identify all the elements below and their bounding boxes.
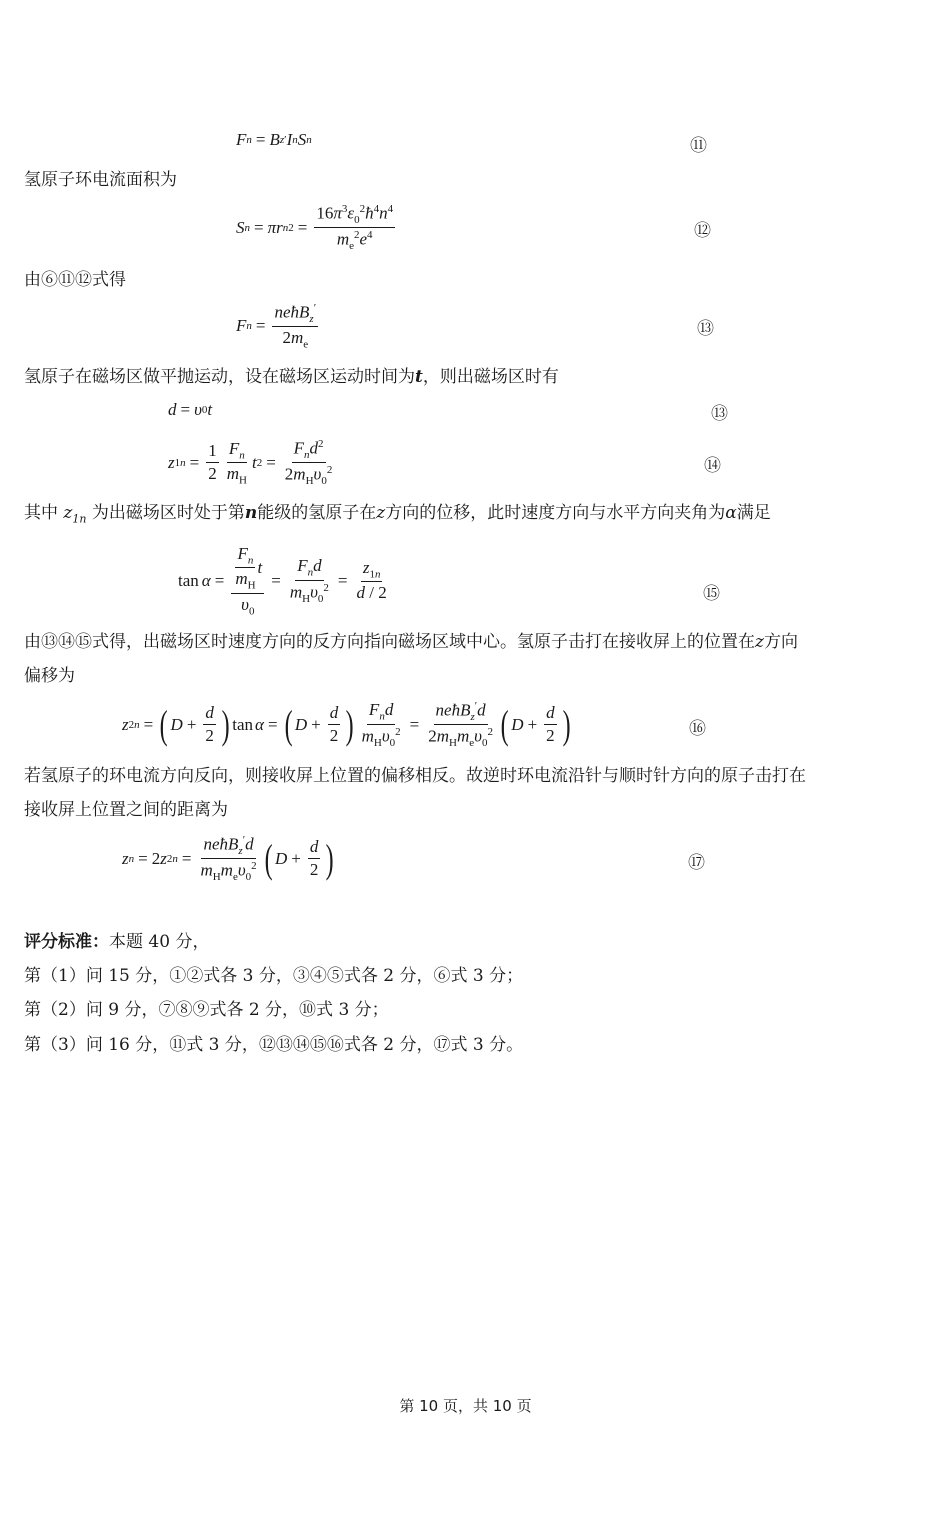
text-segment: 为出磁场区时处于第 <box>91 503 245 523</box>
equation-17: z n = 2 z 2n = $\frac{neħB_z'd}{m_Hm_e\upsilon_0^2}$ ( D + $\frac{d}{2}$ ) <box>122 834 335 884</box>
scoring-part2: 第（2）问 9 分，⑦⑧⑨式各 2 分，⑩式 3 分； <box>24 1000 389 1020</box>
equation-number: ⑬ <box>711 404 728 424</box>
equation-11: F n = B z ′ I n S n <box>236 130 312 149</box>
equation-15: tan α = $\frac{F_n}{m_H}$ t $\upsilon_0$ = $\frac{F_nd}{m_H\upsilon_0^2}$ = $\frac{z_{1n}}{d / 2}$ <box>178 544 387 618</box>
text-segment: 由⑬⑭⑮式得，出磁场区时速度方向的反方向指向磁场区域中心。氢原子击打在接收屏上的位置在 <box>24 632 755 652</box>
text-line: 由⑥⑪⑫式得 <box>24 270 126 290</box>
text-segment: 氢原子在磁场区做平抛运动，设在磁场区运动时间为 <box>24 367 415 387</box>
text-var: t <box>415 367 423 387</box>
text-segment: 满足 <box>736 503 771 523</box>
text-var: z <box>376 503 386 523</box>
text-var: n <box>244 503 258 523</box>
equation-number: ⑯ <box>689 719 706 739</box>
text-line <box>24 360 559 394</box>
equation-d: d = υ 0 t <box>168 400 213 419</box>
text-var: z <box>755 632 764 652</box>
scoring-part3: 第（3）问 16 分，⑪式 3 分，⑫⑬⑭⑮⑯式各 2 分，⑰式 3 分。 <box>24 1035 524 1055</box>
text-line <box>24 496 771 536</box>
text-segment: 方向的位移，此时速度方向与水平方向夹角为 <box>385 503 726 523</box>
text-line <box>24 625 798 659</box>
scoring-label: 评分标准： <box>24 932 109 952</box>
equation-number: ⑫ <box>694 221 711 241</box>
text-segment: 方向 <box>763 632 798 652</box>
equation-12: S n = πr n 2 = $\frac{16\pi^3\varepsilon_0^2ħ^4n^4}{m_e^2e^4}$ <box>236 203 394 253</box>
equation-number: ⑬ <box>697 319 714 339</box>
inline-math: $z_{1n}$ <box>63 503 87 526</box>
text-line: 接收屏上位置之间的距离为 <box>24 800 228 820</box>
scoring-part1: 第（1）问 15 分，①②式各 3 分，③④⑤式各 2 分，⑥式 3 分； <box>24 966 524 986</box>
equation-14: z 1n = $\frac{1}{2}$ $\frac{F_n}{m_H}$ t 2 = $\frac{F_nd^2}{2m_H\upsilon_0^2}$ <box>168 438 333 488</box>
equation-13: F n = $\frac{neħB_z'}{2m_e}$ <box>236 302 317 351</box>
equation-number: ⑭ <box>704 456 721 476</box>
scoring-heading <box>24 925 209 959</box>
equation-16: z 2n = ( D + $\frac{d}{2}$ ) tan α = ( D + $\frac{d}{2}$ ) $\frac{F_nd}{m_H\upsilon_0^2}$ = $\frac{neħB_z'd}{2m_Hm_e\upsilon_0^2}$ ( D + $\frac{d}{2}$ ) <box>122 700 571 750</box>
text-segment: ，则出磁场区时有 <box>422 367 559 387</box>
text-var: α <box>725 503 737 523</box>
page-footer: 第 10 页，共 10 页 <box>399 1397 532 1415</box>
text-line: 若氢原子的环电流方向反向，则接收屏上位置的偏移相反。故逆时环电流沿针与顺时针方向的原子击打在 <box>24 766 806 786</box>
equation-number: ⑰ <box>688 853 705 873</box>
text-line: 氢原子环电流面积为 <box>24 170 177 190</box>
equation-number: ⑮ <box>703 584 720 604</box>
equation-number: ⑪ <box>690 136 707 156</box>
scoring-total: 本题 40 分， <box>109 932 210 952</box>
text-line: 偏移为 <box>24 666 75 686</box>
text-segment: 能级的氢原子在 <box>257 503 377 523</box>
text-segment: 其中 <box>24 503 58 523</box>
